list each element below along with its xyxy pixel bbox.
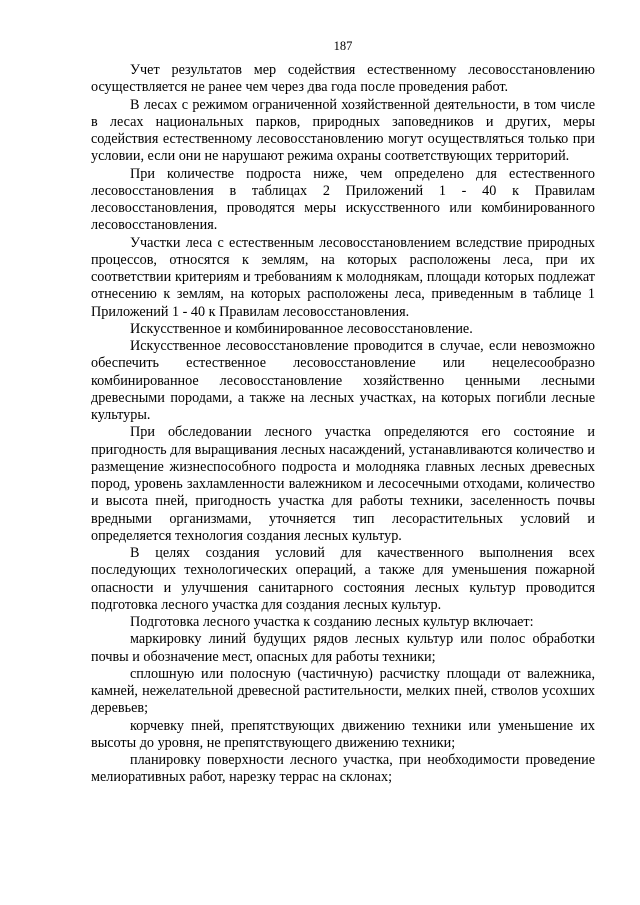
page-number: 187	[333, 39, 353, 53]
paragraph-restricted-forests: В лесах с режимом ограниченной хозяйственной деятельности, в том числе в лесах национальных парков, природных заповедников и других, меры содействия естественному лесовосстановлению могут осуществляться только при условии, если они не нарушают режима охраны соответствующих территорий.	[91, 96, 595, 165]
list-item-surface-leveling: планировку поверхности лесного участка, при необходимости проведение мелиоративных работ, нарезку террас на склонах;	[91, 752, 595, 786]
list-item-marking: маркировку линий будущих рядов лесных культур или полос обработки почвы и обозначение мест, опасных для работы техники;	[91, 631, 595, 665]
paragraph-artificial-regeneration-cases: Искусственное лесовосстановление проводится в случае, если невозможно обеспечить естественное лесовосстановление или нецелесообразно комбинированное лесовосстановление хозяйственно ценными лесными древесными породами, а также на лесных участках, на которых погибли лесные культуры.	[91, 338, 595, 423]
paragraph-site-preparation-purpose: В целях создания условий для качественного выполнения всех последующих технологических операций, а также для уменьшения пожарной опасности и улучшения санитарного состояния лесных культур проводится подготовка лесного участка для создания лесных культур.	[91, 545, 595, 613]
section-heading-artificial-regeneration: Искусственное и комбинированное лесовосстановление.	[130, 320, 473, 337]
paragraph-undergrowth-shortage: При количестве подроста ниже, чем определено для естественного лесовосстановления в таблицах 2 Приложений 1 - 40 к Правилам лесовосстановления, проводятся меры искусственного или комбинированного лесовосстановления.	[91, 165, 595, 234]
list-item-clearing: сплошную или полосную (частичную) расчистку площади от валежника, камней, нежелательной древесной растительности, мелких пней, стволов усохших деревьев;	[91, 665, 595, 717]
body-text	[91, 62, 595, 787]
paragraph-site-preparation-includes: Подготовка лесного участка к созданию лесных культур включает:	[130, 614, 534, 630]
paragraph-natural-regeneration-plots: Участки леса с естественным лесовосстановлением вследствие природных процессов, относятся к землям, на которых расположены леса, при их соответствии критериям и требованиям к молоднякам, площади которых подлежат отнесению к землям, на которых расположены леса, приведенным в таблице 1 Приложений 1 - 40 к Правилам лесовосстановления.	[91, 234, 595, 320]
paragraph-site-survey: При обследовании лесного участка определяются его состояние и пригодность для выращивания лесных насаждений, устанавливаются количество и размещение жизнеспособного подроста и молодняка главных лесных древесных пород, уровень захламленности валежником и лесосечными отходами, количество и высота пней, пригодность участка для работы техники, заселенность почвы вредными организмами, уточняется тип лесорастительных условий и определяется технология создания лесных культур.	[91, 424, 595, 544]
paragraph-monitoring-results: Учет результатов мер содействия естественному лесовосстановлению осуществляется не ранее чем через два года после проведения работ.	[91, 62, 595, 96]
list-item-stump-removal: корчевку пней, препятствующих движению техники или уменьшение их высоты до уровня, не препятствующего движению техники;	[91, 717, 595, 751]
